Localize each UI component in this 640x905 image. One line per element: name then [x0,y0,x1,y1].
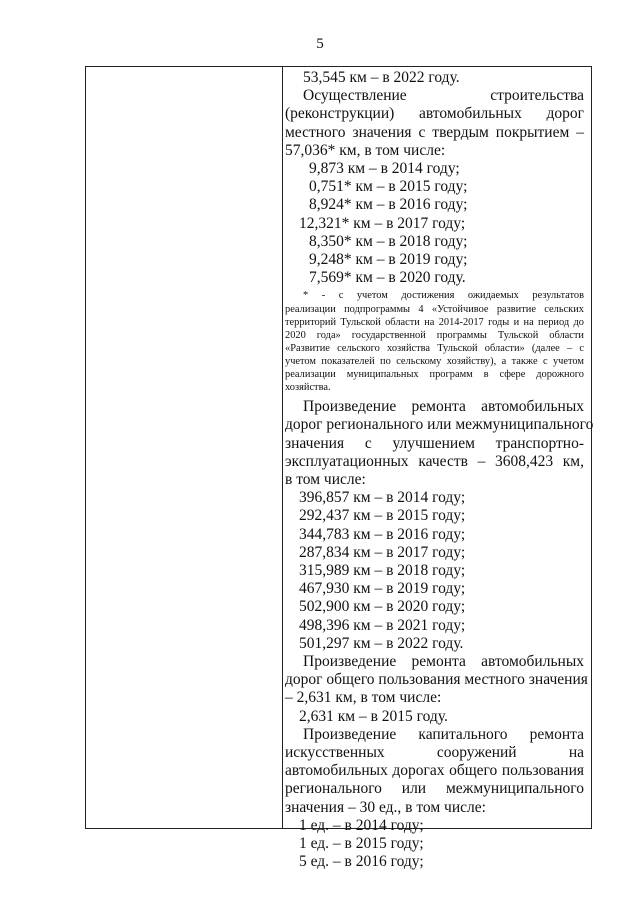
text-line: дорог регионального или межмуниципального [285,416,594,434]
text-line: 292,437 км – в 2015 году; [299,507,466,525]
text-line: 8,924* км – в 2016 году; [309,196,468,214]
text-line: 396,857 км – в 2014 году; [299,489,466,507]
text-line: автомобильных дорогах общего пользования [285,762,584,780]
text-line: 9,248* км – в 2019 году; [309,251,468,269]
text-line: 344,783 км – в 2016 году; [299,525,466,543]
text-line: регионального или межмуниципального [285,780,584,798]
text-line: искусственных сооружений на [285,744,584,762]
text-line: Осуществление строительства [303,87,584,105]
footnote-line: территорий Тульской области на 2014-2017 годы и на период до [285,316,584,328]
text-line: Произведение капитального ремонта [303,725,584,743]
text-line: 9,873 км – в 2014 году; [309,160,460,178]
text-line: в том числе: [285,471,366,488]
text-line: 502,900 км – в 2020 году; [299,598,466,616]
text-line: Произведение ремонта автомобильных [303,398,584,416]
text-line: (реконструкции) автомобильных дорог [285,105,584,123]
text-line: дорог общего пользования местного значения [285,671,588,689]
footnote-line: учетом показателей по сельскому хозяйству), а также с учетом [285,355,584,367]
text-line: 287,834 км – в 2017 году; [299,543,466,561]
footnote-line: «Развитие сельского хозяйства Тульской области» (далее – с [285,342,584,354]
text-line: 2,631 км – в 2015 году. [299,707,448,725]
text-line: 1 ед. – в 2015 году; [299,835,424,853]
column-divider [282,67,283,828]
footnote-line: * - с учетом достижения ожидаемых результатов [303,290,584,302]
text-line: 57,036* км, в том числе: [285,141,446,159]
text-line: – 2,631 км, в том числе: [285,689,442,707]
text-line: 501,297 км – в 2022 году. [299,634,464,652]
text-line: 498,396 км – в 2021 году; [299,616,466,634]
text-line: местного значения с твердым покрытием – [285,123,584,141]
page-number: 5 [316,36,324,52]
text-line: 8,350* км – в 2018 году; [309,232,468,250]
text-line: эксплуатационных качеств – 3608,423 км, [285,452,584,470]
text-line: значения с улучшением транспортно- [285,434,584,452]
text-line: 12,321* км – в 2017 году; [299,214,466,232]
text-line: 5 ед. – в 2016 году; [299,853,424,871]
text-line: значения – 30 ед., в том числе: [285,798,486,816]
footnote-line: реализации муниципальных программ в сфере дорожного [285,369,584,380]
footnote-line: хозяйства. [285,382,331,394]
program-table [85,66,594,871]
footnote [285,289,584,394]
text-line: 0,751* км – в 2015 году; [309,178,468,196]
footnote-line: реализации подпрограммы 4 «Устойчивое развитие сельских [285,303,584,315]
text-line: Произведение ремонта автомобильных [303,653,584,671]
text-line: 1 ед. – в 2014 году; [299,816,424,834]
text-line: 315,989 км – в 2018 году; [299,562,466,580]
text-line: 7,569* км – в 2020 году. [309,269,466,287]
text-line: 467,930 км – в 2019 году; [299,580,466,598]
indicator-text-cell [285,69,594,871]
footnote-line: 2020 года» государственной программы Тульской области [285,329,584,341]
text-line: 53,545 км – в 2022 году. [303,69,460,86]
